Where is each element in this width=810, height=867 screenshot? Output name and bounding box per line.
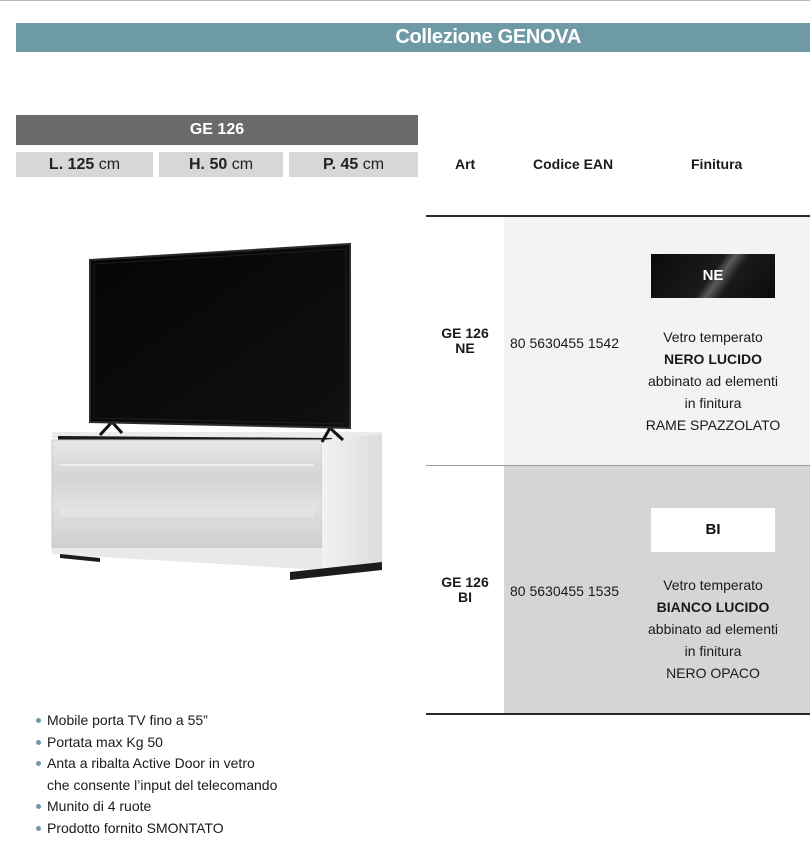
header-finish: Finitura: [691, 156, 743, 172]
dimension-depth: [289, 152, 418, 177]
finish-bi-line2: BIANCO LUCIDO: [656, 599, 770, 615]
finish-description-ne: [620, 326, 806, 436]
feature-item: [36, 732, 277, 754]
dimension-height-label: H.: [188, 156, 205, 173]
ean-code-ne: 80 5630455 1542: [510, 335, 619, 351]
feature-item: [36, 818, 277, 840]
dimension-height-unit: cm: [231, 156, 254, 173]
finish-ne-line5: RAME SPAZZOLATO: [645, 417, 781, 433]
bullet-icon: [36, 804, 41, 809]
feature-text: che consente l’input del telecomando: [47, 776, 278, 793]
dimension-depth-label: P.: [322, 156, 337, 173]
dimension-length-label: L.: [48, 156, 64, 173]
finish-ne-line3: abbinato ad elementi: [648, 373, 778, 389]
finish-bi-line1: Vetro temperato: [663, 577, 763, 593]
art-code-ne: [425, 326, 505, 356]
dimension-depth-value: 45: [340, 156, 359, 173]
feature-text: Munito di 4 ruote: [47, 798, 152, 814]
finish-bi-line4: in finitura: [684, 643, 742, 659]
feature-item: [36, 796, 277, 818]
dimension-height: [159, 152, 283, 177]
finish-ne-line1: Vetro temperato: [663, 329, 763, 345]
bullet-icon: [36, 826, 41, 831]
collection-title-bar: Collezione GENOVA: [16, 23, 810, 52]
finish-swatch-bi: BI: [651, 508, 775, 552]
bullet-icon: [36, 718, 41, 723]
bullet-icon: [36, 740, 41, 745]
feature-item: [36, 710, 277, 732]
dimension-length-value: 125: [67, 156, 95, 173]
model-name-bar: GE 126: [16, 115, 418, 145]
ean-code-bi: 80 5630455 1535: [510, 583, 619, 599]
table-row-separator: [426, 465, 810, 466]
art-code-bi: [425, 575, 505, 605]
finish-bi-line3: abbinato ad elementi: [648, 621, 778, 637]
art-code-bi-line2: BI: [458, 589, 472, 605]
table-top-rule: [426, 215, 810, 217]
finish-swatch-ne: NE: [651, 254, 775, 298]
dimension-length: [16, 152, 153, 177]
finish-description-bi: [620, 574, 806, 684]
feature-item: [36, 753, 277, 775]
header-ean: Codice EAN: [533, 156, 614, 172]
header-art: Art: [455, 156, 476, 172]
table-bottom-rule: [426, 713, 810, 715]
feature-text: Portata max Kg 50: [47, 733, 163, 750]
dimension-length-unit: cm: [98, 156, 121, 173]
finish-ne-line4: in finitura: [684, 395, 742, 411]
top-rule: [0, 0, 810, 1]
art-code-bi-line1: GE 126: [441, 574, 489, 590]
product-image: [40, 232, 390, 592]
feature-item-continuation: [36, 775, 277, 797]
feature-text: Prodotto fornito SMONTATO: [47, 819, 224, 836]
dimension-depth-unit: cm: [362, 156, 385, 173]
dimension-height-value: 50: [209, 156, 228, 173]
feature-list: [36, 710, 277, 839]
bullet-icon: [36, 761, 41, 766]
art-code-ne-line2: NE: [455, 340, 475, 356]
art-code-ne-line1: GE 126: [441, 325, 489, 341]
finish-ne-line2: NERO LUCIDO: [664, 351, 762, 367]
feature-text: Anta a ribalta Active Door in vetro: [47, 755, 255, 771]
feature-text: Mobile porta TV fino a 55”: [47, 712, 208, 728]
finish-bi-line5: NERO OPACO: [666, 665, 760, 681]
